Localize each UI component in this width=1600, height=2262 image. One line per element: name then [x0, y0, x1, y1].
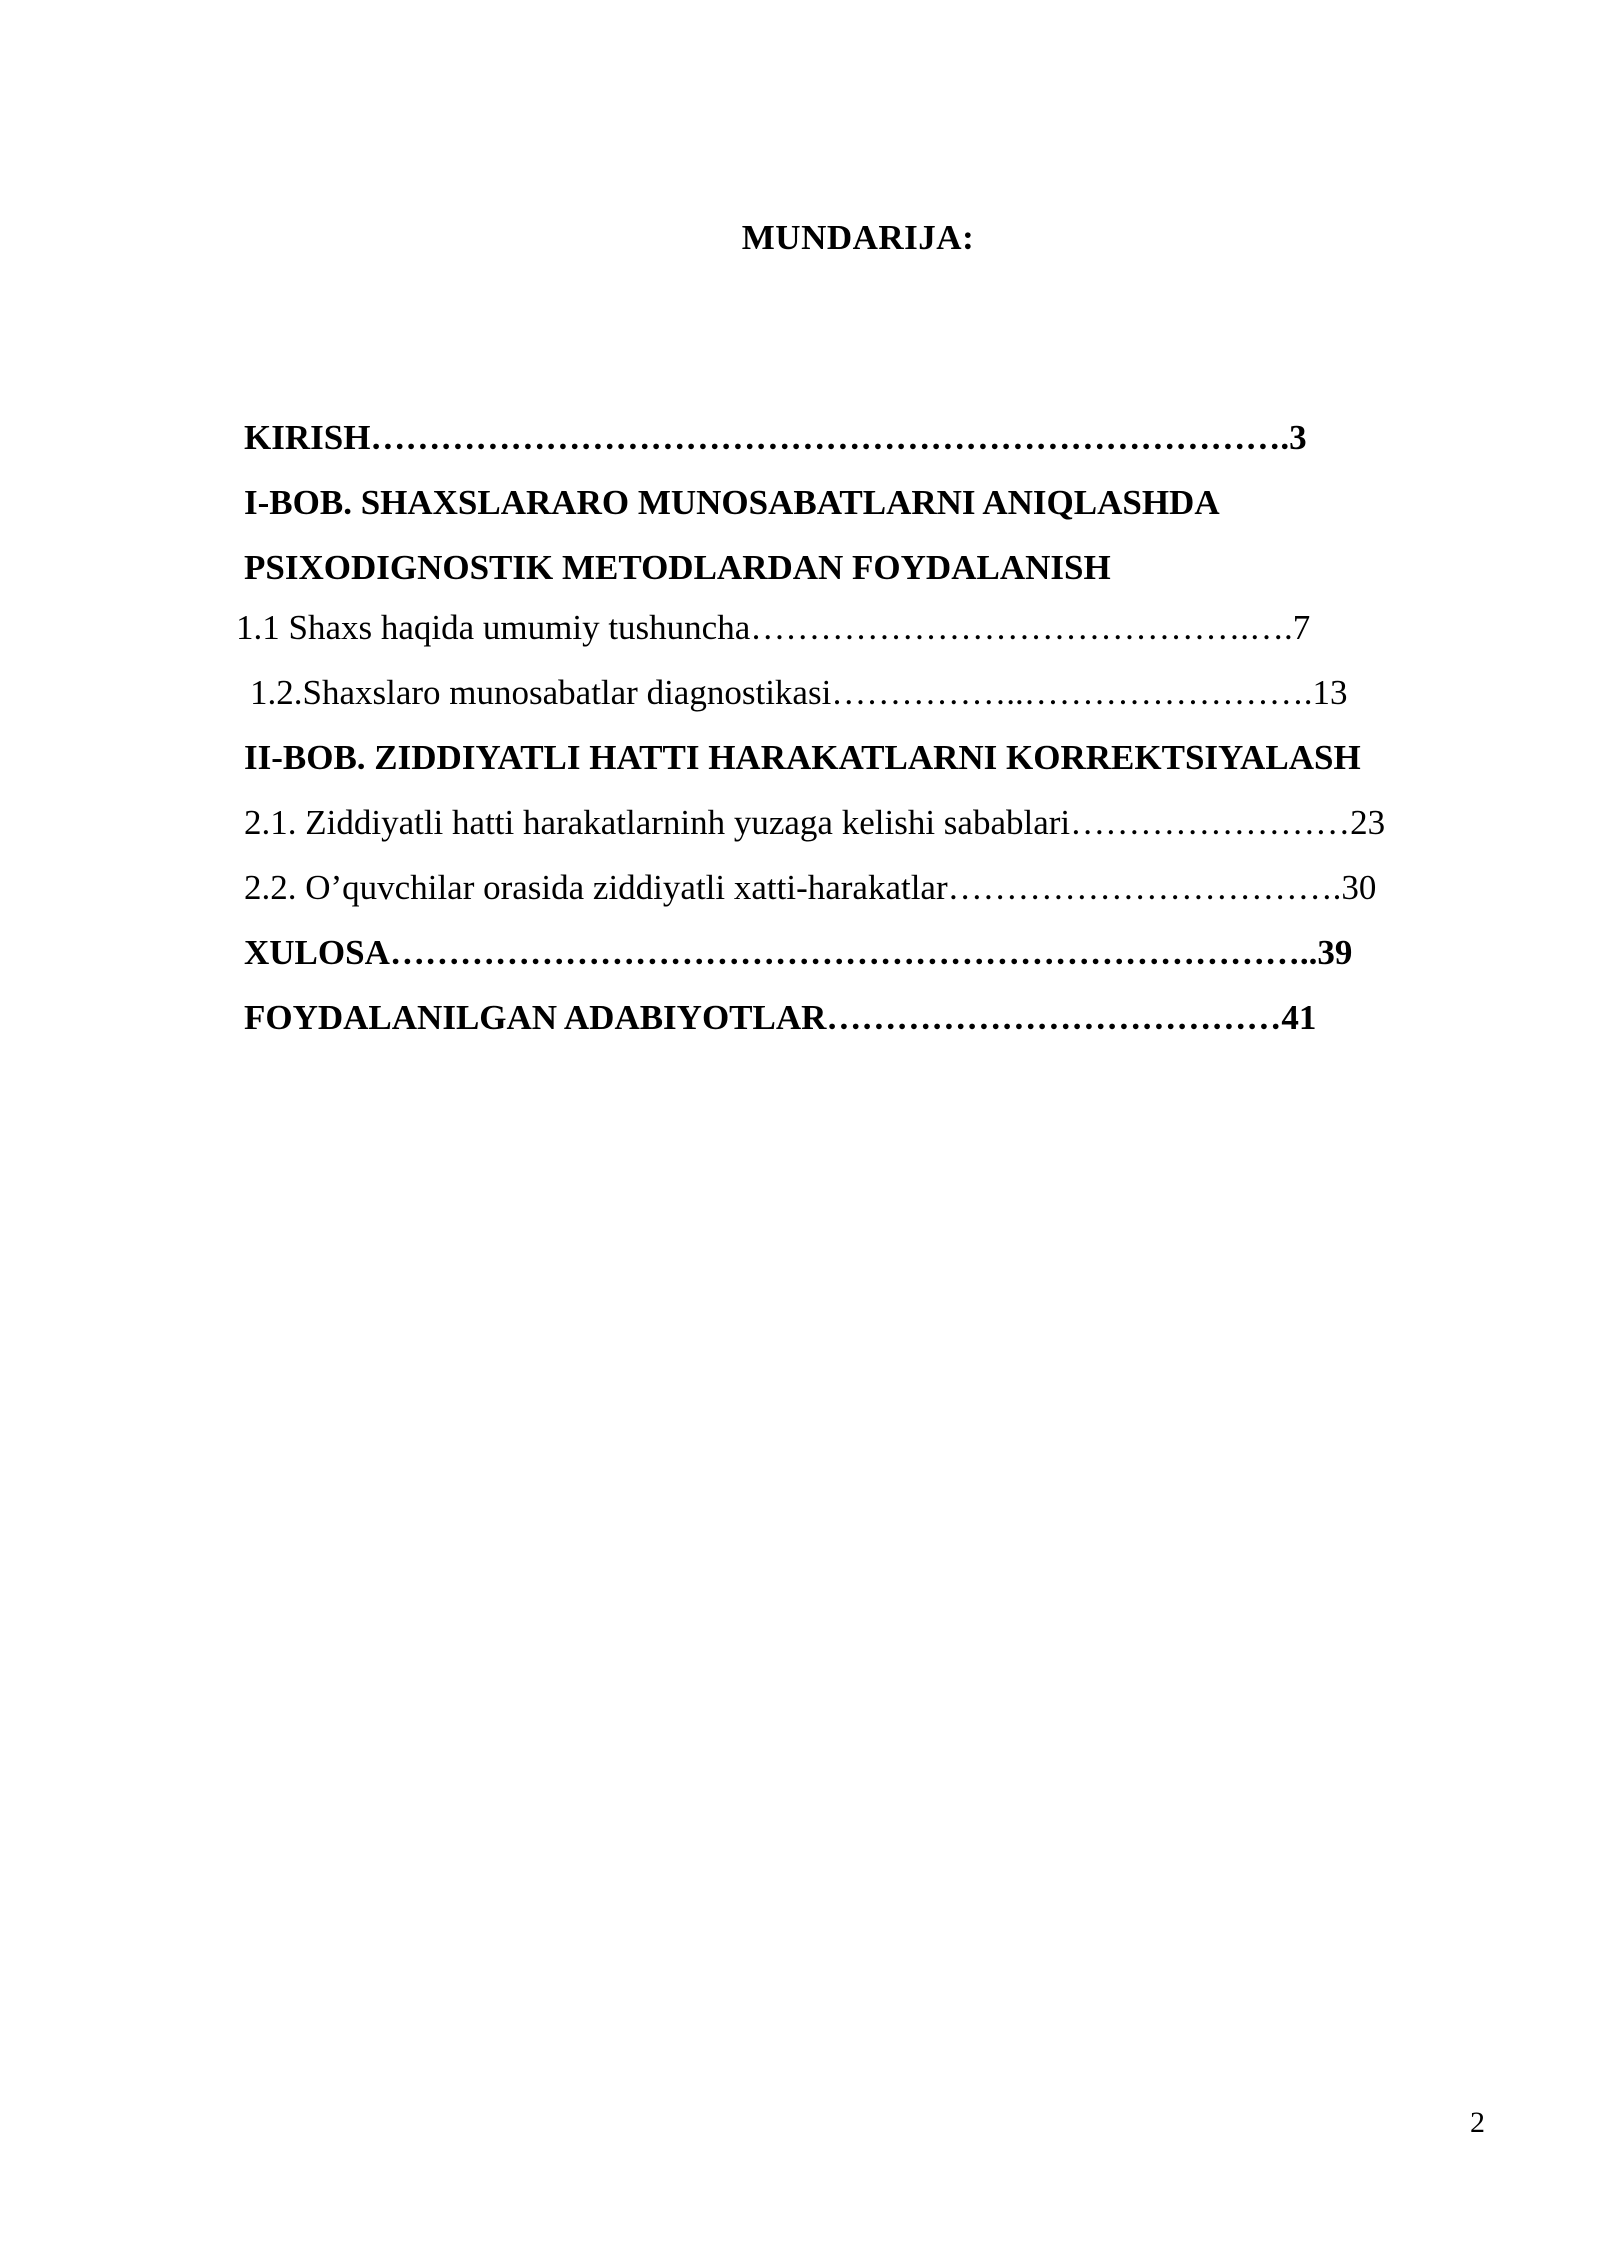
- toc-entry-xulosa[interactable]: XULOSA……………………………………………………………………..39: [244, 933, 1353, 972]
- toc-entry-section-1-1[interactable]: 1.1 Shaxs haqida umumiy tushuncha…………………………………….….7: [236, 608, 1311, 647]
- toc-entry-section-2-2[interactable]: 2.2. O’quvchilar orasida ziddiyatli xatti-harakatlar…………………………….30: [244, 868, 1377, 907]
- page-title: MUNDARIJA:: [741, 218, 975, 257]
- toc-entry-section-1-2[interactable]: 1.2.Shaxslaro munosabatlar diagnostikasi……………..…………………….13: [250, 673, 1348, 712]
- toc-entry-section-2-1[interactable]: 2.1. Ziddiyatli hatti harakatlarninh yuzaga kelishi sabablari……………………23: [244, 803, 1386, 842]
- toc-entry-kirish[interactable]: KIRISH…………………………………………………………………….3: [244, 418, 1307, 457]
- toc-entry-adabiyotlar[interactable]: FOYDALANILGAN ADABIYOTLAR…………………………………41: [244, 998, 1317, 1037]
- page-number: 2: [1470, 2106, 1485, 2139]
- toc-entry-chapter-1-title-line-2[interactable]: PSIXODIGNOSTIK METODLARDAN FOYDALANISH: [244, 548, 1111, 587]
- toc-entry-chapter-1-title-line-1[interactable]: I-BOB. SHAXSLARARO MUNOSABATLARNI ANIQLASHDA: [244, 483, 1220, 522]
- toc-entry-chapter-2-title[interactable]: II-BOB. ZIDDIYATLI HATTI HARAKATLARNI KORREKTSIYALASH: [244, 738, 1361, 777]
